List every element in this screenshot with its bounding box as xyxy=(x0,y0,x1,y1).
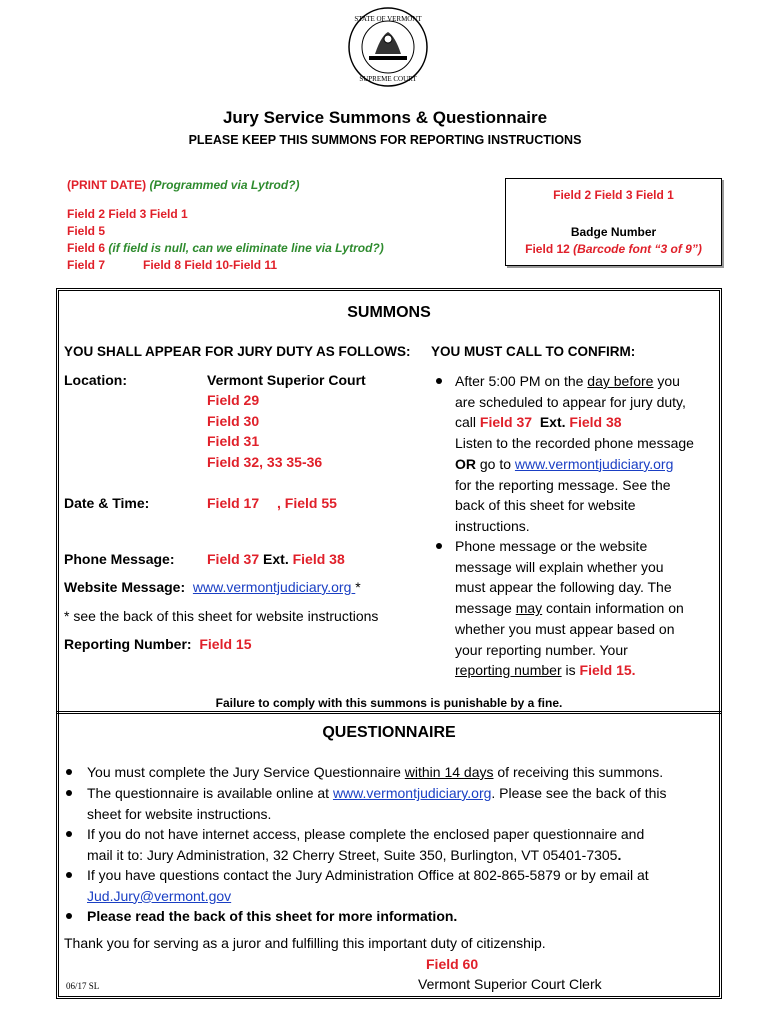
b2-line-2: message will explain whether you xyxy=(455,558,664,575)
b2-is: is xyxy=(561,662,580,679)
b2-text-b: contain information on xyxy=(542,600,684,617)
address-line-4a: Field 7 xyxy=(67,258,106,272)
page-subtitle: PLEASE KEEP THIS SUMMONS FOR REPORTING INSTRUCTIONS xyxy=(188,133,582,147)
b1-or: OR xyxy=(455,455,476,472)
bullet-icon xyxy=(436,543,442,549)
bullet-icon xyxy=(66,913,72,919)
questionnaire-item-4 xyxy=(87,865,649,906)
q1-underline: within 14 days xyxy=(404,764,494,780)
b2-line-5: whether you must appear based on xyxy=(455,620,675,637)
reporting-label: Reporting Number: xyxy=(64,636,192,652)
phone-ext: Ext. xyxy=(263,551,289,567)
address-line-4b: Field 8 Field 10-Field 11 xyxy=(143,258,278,272)
b1-field-37: Field 37 xyxy=(479,414,533,431)
b2-may: may xyxy=(515,600,543,617)
phone-label: Phone Message: xyxy=(64,551,175,567)
q2-website-link[interactable]: www.vermontjudiciary.org xyxy=(332,785,492,801)
b2-reporting-number: reporting number xyxy=(455,662,562,679)
confirm-bullet-1 xyxy=(455,371,694,537)
website-line xyxy=(64,579,361,595)
b1-website-link[interactable]: www.vermontjudiciary.org xyxy=(514,455,674,472)
badge-box-name: Field 2 Field 3 Field 1 xyxy=(553,188,674,202)
q1-text-b: of receiving this summons. xyxy=(493,764,664,780)
b2-line-1: Phone message or the website xyxy=(455,538,648,554)
q2-text: The questionnaire is available online at xyxy=(87,785,333,801)
location-field-1: Field 29 xyxy=(207,392,260,408)
bullet-icon xyxy=(66,831,72,837)
q4-email-link[interactable]: Jud.Jury@vermont.gov xyxy=(87,887,232,904)
failure-warning: Failure to comply with this summons is punishable by a fine. xyxy=(215,696,563,710)
questionnaire-item-2 xyxy=(87,783,667,824)
form-code: 06/17 SL xyxy=(66,981,100,991)
address-line-3-field: Field 6 xyxy=(67,241,106,255)
b1-field-38: Field 38 xyxy=(569,414,622,431)
b2-line-3: must appear the following day. The xyxy=(455,579,672,596)
website-link[interactable]: www.vermontjudiciary.org xyxy=(192,579,356,595)
print-date-line xyxy=(67,178,299,192)
b1-goto: go to xyxy=(476,455,515,472)
badge-note: (Barcode font “3 of 9”) xyxy=(573,242,702,256)
bullet-icon xyxy=(436,378,442,384)
address-line-3-note: (if field is null, can we eliminate line via Lytrod?) xyxy=(108,241,384,255)
time-field: , Field 55 xyxy=(277,495,337,511)
vermont-supreme-court-seal xyxy=(347,6,429,88)
court-name: Vermont Superior Court xyxy=(207,372,366,388)
summons-right-heading: YOU MUST CALL TO CONFIRM: xyxy=(431,344,636,359)
address-line-2: Field 5 xyxy=(67,224,106,238)
bullet-icon xyxy=(66,872,72,878)
clerk-title: Vermont Superior Court Clerk xyxy=(418,976,602,992)
datetime-label: Date & Time: xyxy=(64,495,150,511)
website-note: * see the back of this sheet for website instructions xyxy=(64,608,379,624)
section-divider xyxy=(56,711,722,714)
badge-label: Badge Number xyxy=(570,225,657,239)
location-field-4: Field 32, 33 35-36 xyxy=(207,454,323,470)
b1-line-2: are scheduled to appear for jury duty, xyxy=(455,393,686,410)
b2-text: message xyxy=(455,600,516,617)
questionnaire-item-1 xyxy=(87,762,663,783)
phone-line xyxy=(207,551,345,567)
b2-line-6: your reporting number. Your xyxy=(455,641,628,658)
page-title: Jury Service Summons & Questionnaire xyxy=(222,108,548,127)
badge-box xyxy=(505,178,722,266)
reporting-field: Field 15 xyxy=(199,636,252,652)
q2-line-2: sheet for website instructions. xyxy=(87,805,272,822)
seal-bottom-text: SUPREME COURT xyxy=(359,75,417,83)
summons-heading: SUMMONS xyxy=(347,304,431,321)
print-date: (PRINT DATE) xyxy=(67,178,147,192)
reporting-line xyxy=(64,636,251,652)
badge-field: Field 12 xyxy=(525,242,570,256)
location-field-2: Field 30 xyxy=(207,413,260,429)
b1-line-8: instructions. xyxy=(455,517,530,534)
b1-underline: day before xyxy=(587,373,654,389)
confirm-bullet-2 xyxy=(455,536,684,681)
q4-line-1: If you have questions contact the Jury Administration Office at 802-865-5879 or by email at xyxy=(87,867,649,883)
badge-number-line xyxy=(506,242,721,256)
b1-text-b: you xyxy=(653,373,680,389)
print-date-note: (Programmed via Lytrod?) xyxy=(149,178,300,192)
location-label: Location: xyxy=(64,372,127,388)
thank-you-text: Thank you for serving as a juror and fulfilling this important duty of citizenship. xyxy=(64,935,546,951)
q2-text-b: . Please see the back of this xyxy=(491,785,667,801)
bullet-icon xyxy=(66,769,72,775)
b1-ext: Ext. xyxy=(539,414,566,431)
date-field: Field 17 xyxy=(207,495,260,511)
q1-text: You must complete the Jury Service Questionnaire xyxy=(87,764,405,780)
bullet-icon xyxy=(66,790,72,796)
address-line-1: Field 2 Field 3 Field 1 xyxy=(67,207,188,221)
b1-call: call xyxy=(455,414,480,431)
q3-line-2: mail it to: Jury Administration, 32 Cherry Street, Suite 350, Burlington, VT 05401-7305 xyxy=(87,846,618,863)
phone-field-2: Field 38 xyxy=(292,551,345,567)
summons-left-heading: YOU SHALL APPEAR FOR JURY DUTY AS FOLLOWS: xyxy=(64,344,411,359)
clerk-field: Field 60 xyxy=(426,956,479,972)
seal-top-text: STATE OF VERMONT xyxy=(354,15,422,23)
b1-line-4: Listen to the recorded phone message xyxy=(455,435,694,452)
address-line-3 xyxy=(67,241,384,255)
questionnaire-heading: QUESTIONNAIRE xyxy=(322,724,456,741)
b1-text: After 5:00 PM on the xyxy=(455,373,588,389)
website-label: Website Message: xyxy=(64,579,186,595)
phone-field-1: Field 37 xyxy=(207,551,260,567)
q3-line-1: If you do not have internet access, please complete the enclosed paper questionnaire and xyxy=(87,826,645,842)
questionnaire-item-5: Please read the back of this sheet for more information. xyxy=(87,908,458,924)
location-field-3: Field 31 xyxy=(207,433,260,449)
questionnaire-item-3 xyxy=(87,824,644,865)
b1-line-7: back of this sheet for website xyxy=(455,497,636,514)
q3-dot: . xyxy=(617,846,622,863)
b2-field-15: Field 15. xyxy=(579,662,636,679)
b1-line-6: for the reporting message. See the xyxy=(455,476,671,493)
website-star: * xyxy=(355,579,361,595)
